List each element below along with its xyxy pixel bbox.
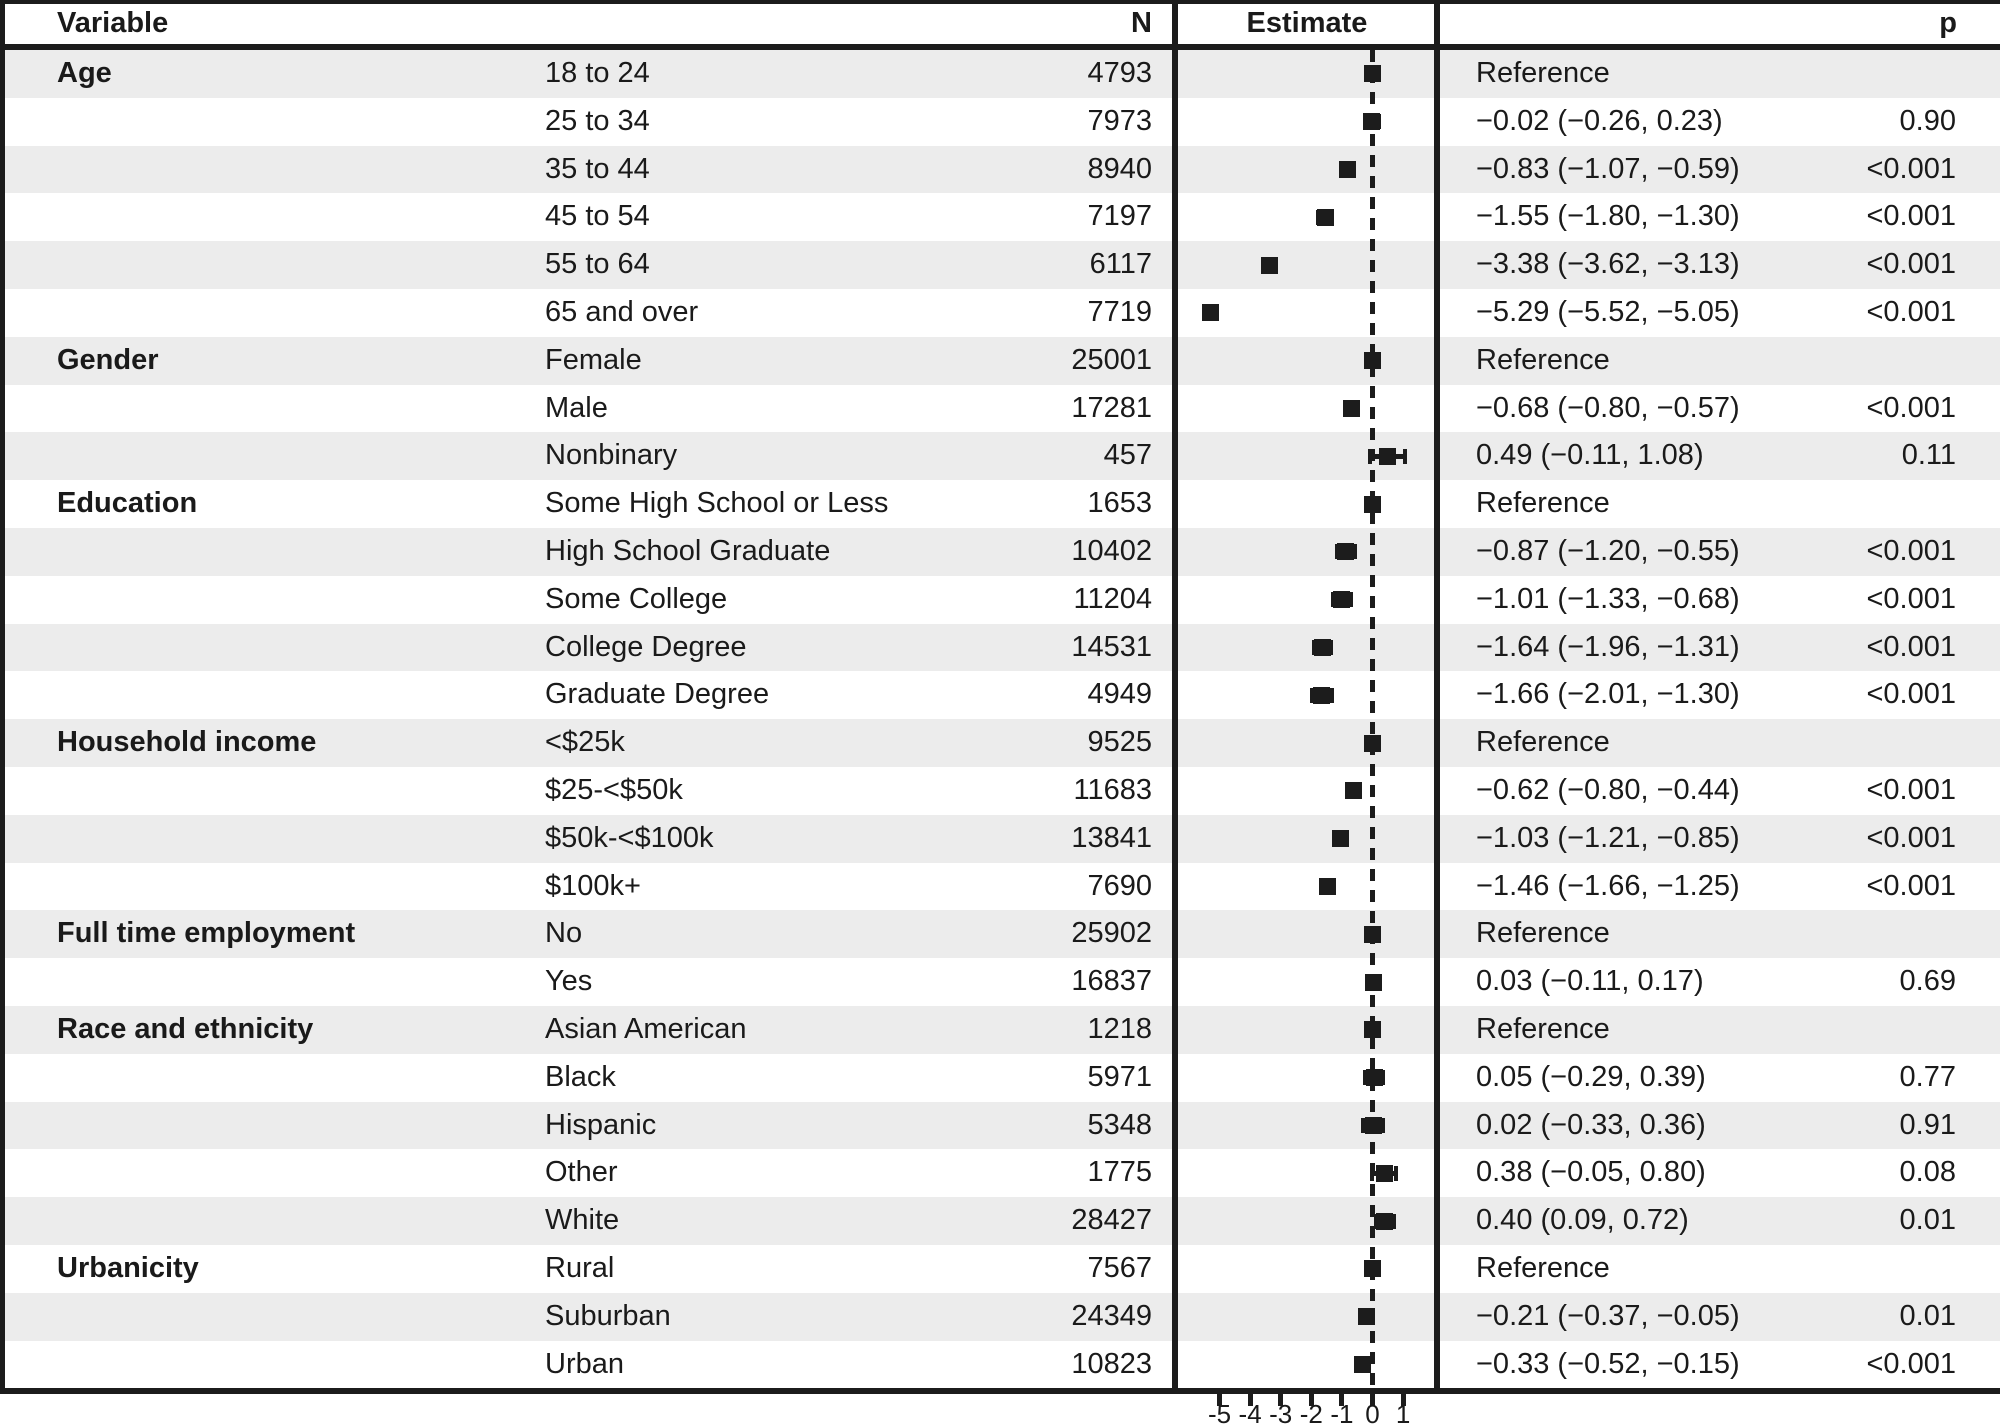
estimate-marker [1354,1356,1371,1373]
row-n-value: 16837 [1071,965,1152,998]
zero-reference-line [1370,50,1375,1388]
table-row [0,241,2000,289]
row-n-value: 1653 [1087,487,1152,520]
row-level-label: <$25k [545,726,625,759]
row-estimate-text: Reference [1476,343,1610,376]
row-estimate-text: −1.64 (−1.96, −1.31) [1476,630,1740,663]
column-header-estimate: Estimate [1246,7,1368,39]
table-divider-estimate-text [1434,0,1440,1394]
row-estimate-text: Reference [1476,917,1610,950]
row-n-value: 10402 [1071,534,1152,567]
row-level-label: Urban [545,1347,624,1380]
row-n-value: 14531 [1071,630,1152,663]
row-level-label: Nonbinary [545,439,678,472]
row-level-label: Male [545,391,608,424]
table-divider-n-estimate [1172,0,1178,1394]
row-variable-label: Education [57,487,198,520]
row-p-value: 0.69 [1899,965,1956,998]
row-estimate-text: −1.66 (−2.01, −1.30) [1476,678,1740,711]
table-row [0,1149,2000,1197]
table-row [0,1197,2000,1245]
row-n-value: 4949 [1087,678,1152,711]
row-variable-label: Full time employment [57,917,356,950]
table-row [0,1006,2000,1054]
row-p-value: <0.001 [1866,869,1956,902]
error-bar-cap-right [1330,688,1334,703]
table-row [0,863,2000,911]
row-p-value: <0.001 [1866,534,1956,567]
row-estimate-text: −0.62 (−0.80, −0.44) [1476,773,1740,806]
estimate-marker [1337,543,1354,560]
row-estimate-text: 0.49 (−0.11, 1.08) [1476,439,1704,472]
column-header-n: N [1131,7,1152,39]
estimate-marker [1379,448,1396,465]
table-row [0,1245,2000,1293]
table-row [0,958,2000,1006]
row-level-label: Suburban [545,1299,671,1332]
row-level-label: 35 to 44 [545,152,650,185]
estimate-marker [1261,257,1278,274]
row-n-value: 5348 [1087,1108,1152,1141]
table-border-header-separator [0,44,2000,50]
table-row [0,767,2000,815]
estimate-marker [1343,400,1360,417]
row-level-label: Rural [545,1251,615,1284]
table-row [0,98,2000,146]
row-p-value: 0.77 [1899,1060,1956,1093]
row-estimate-text: Reference [1476,726,1610,759]
row-p-value: 0.08 [1899,1156,1956,1189]
table-row [0,671,2000,719]
table-border-top [0,0,2000,4]
row-n-value: 13841 [1071,821,1152,854]
row-n-value: 7567 [1087,1251,1152,1284]
row-n-value: 7719 [1087,295,1152,328]
row-n-value: 8940 [1087,152,1152,185]
axis-tick-label: 1 [1395,1399,1411,1428]
column-header-variable: Variable [57,7,169,39]
row-p-value: 0.90 [1899,104,1956,137]
row-level-label: Graduate Degree [545,678,770,711]
row-estimate-text: −0.68 (−0.80, −0.57) [1476,391,1740,424]
row-p-value: 0.91 [1899,1108,1956,1141]
row-estimate-text: −0.02 (−0.26, 0.23) [1476,104,1723,137]
error-bar-cap-left [1368,449,1372,464]
estimate-marker [1376,1213,1393,1230]
estimate-marker [1363,113,1380,130]
estimate-marker [1339,161,1356,178]
row-variable-label: Age [57,57,112,89]
table-row [0,815,2000,863]
error-bar-cap-right [1403,449,1407,464]
row-level-label: College Degree [545,630,747,663]
table-body [0,50,2000,1388]
estimate-marker [1345,782,1362,799]
estimate-marker [1365,1117,1382,1134]
row-n-value: 28427 [1071,1204,1152,1237]
table-row [0,1293,2000,1341]
row-n-value: 10823 [1071,1347,1152,1380]
row-estimate-text: 0.40 (0.09, 0.72) [1476,1204,1689,1237]
row-estimate-text: 0.38 (−0.05, 0.80) [1476,1156,1706,1189]
estimate-marker [1358,1308,1375,1325]
row-n-value: 24349 [1071,1299,1152,1332]
estimate-marker [1332,830,1349,847]
row-level-label: 65 and over [545,295,699,328]
estimate-marker [1364,1021,1381,1038]
estimate-marker [1333,591,1350,608]
table-row [0,528,2000,576]
row-level-label: High School Graduate [545,534,831,567]
row-level-label: Other [545,1156,618,1189]
table-border-left [0,0,5,1394]
estimate-marker [1313,687,1330,704]
row-n-value: 457 [1103,439,1152,472]
row-estimate-text: Reference [1476,1251,1610,1284]
row-n-value: 7973 [1087,104,1152,137]
row-level-label: Asian American [545,1012,747,1045]
row-n-value: 11204 [1073,582,1152,615]
table-row [0,910,2000,958]
row-p-value: <0.001 [1866,678,1956,711]
row-n-value: 17281 [1071,391,1152,424]
axis-tick-label: 0 [1365,1399,1380,1428]
row-p-value: 0.01 [1899,1204,1956,1237]
row-level-label: Some High School or Less [545,487,889,520]
row-n-value: 25902 [1071,917,1152,950]
row-estimate-text: 0.03 (−0.11, 0.17) [1476,965,1704,998]
row-p-value: <0.001 [1866,821,1956,854]
row-p-value: <0.001 [1866,773,1956,806]
row-p-value: <0.001 [1866,248,1956,281]
table-row [0,719,2000,767]
estimate-marker [1319,878,1336,895]
estimate-marker [1376,1165,1393,1182]
row-n-value: 25001 [1071,343,1152,376]
row-n-value: 1775 [1087,1156,1152,1189]
row-level-label: Hispanic [545,1108,657,1141]
error-bar-cap-left [1370,1166,1374,1181]
error-bar-cap-right [1394,1166,1398,1181]
row-n-value: 7690 [1087,869,1152,902]
row-estimate-text: −0.83 (−1.07, −0.59) [1476,152,1740,185]
row-level-label: No [545,917,583,950]
row-p-value: <0.001 [1866,152,1956,185]
row-n-value: 11683 [1073,773,1152,806]
table-row [0,193,2000,241]
row-variable-label: Gender [57,343,159,376]
row-p-value: 0.01 [1899,1299,1956,1332]
row-estimate-text: −1.01 (−1.33, −0.68) [1476,582,1740,615]
row-level-label: Some College [545,582,728,615]
row-n-value: 9525 [1087,726,1152,759]
row-n-value: 4793 [1087,57,1152,89]
table-row [0,1054,2000,1102]
estimate-marker [1202,304,1219,321]
row-estimate-text: −1.03 (−1.21, −0.85) [1476,821,1740,854]
row-estimate-text: −3.38 (−3.62, −3.13) [1476,248,1740,281]
row-estimate-text: 0.02 (−0.33, 0.36) [1476,1108,1706,1141]
table-row [0,1341,2000,1389]
estimate-marker [1364,496,1381,513]
table-row [0,50,2000,98]
table-row [0,1102,2000,1150]
table-row [0,385,2000,433]
row-n-value: 1218 [1087,1012,1152,1045]
row-estimate-text: Reference [1476,57,1610,89]
axis-tick-label: -3 [1269,1399,1293,1428]
axis-tick-label: -1 [1330,1399,1354,1428]
row-level-label: Female [545,343,642,376]
column-header-p: p [1939,7,1957,39]
estimate-marker [1364,926,1381,943]
row-estimate-text: −1.55 (−1.80, −1.30) [1476,200,1740,233]
row-estimate-text: −0.33 (−0.52, −0.15) [1476,1347,1740,1380]
estimate-marker [1317,209,1334,226]
row-level-label: $100k+ [545,869,641,902]
row-level-label: Yes [545,965,593,998]
row-n-value: 6117 [1089,248,1152,281]
row-estimate-text: −1.46 (−1.66, −1.25) [1476,869,1740,902]
estimate-marker [1364,65,1381,82]
estimate-marker [1364,735,1381,752]
row-estimate-text: 0.05 (−0.29, 0.39) [1476,1060,1706,1093]
row-n-value: 5971 [1087,1060,1152,1093]
row-level-label: 18 to 24 [545,57,650,89]
estimate-marker [1364,352,1381,369]
estimate-marker [1364,1260,1381,1277]
table-row [0,480,2000,528]
row-p-value: <0.001 [1866,200,1956,233]
axis-tick-label: -4 [1238,1399,1262,1428]
row-p-value: <0.001 [1866,391,1956,424]
table-row [0,337,2000,385]
row-estimate-text: −5.29 (−5.52, −5.05) [1476,295,1740,328]
estimate-marker [1366,1069,1383,1086]
table-row [0,432,2000,480]
row-level-label: 55 to 64 [545,248,650,281]
axis-tick-label: -2 [1299,1399,1323,1428]
row-variable-label: Household income [57,726,317,759]
row-p-value: <0.001 [1866,1347,1956,1380]
row-estimate-text: −0.21 (−0.37, −0.05) [1476,1299,1740,1332]
row-p-value: <0.001 [1866,295,1956,328]
row-p-value: <0.001 [1866,582,1956,615]
row-p-value: <0.001 [1866,630,1956,663]
estimate-marker [1365,974,1382,991]
row-n-value: 7197 [1087,200,1152,233]
row-p-value: 0.11 [1901,439,1956,472]
estimate-marker [1314,639,1331,656]
row-level-label: $50k-<$100k [545,821,714,854]
row-level-label: White [545,1204,620,1237]
row-variable-label: Urbanicity [57,1251,199,1284]
axis-tick-label: -5 [1207,1399,1232,1428]
table-row [0,576,2000,624]
row-level-label: $25-<$50k [545,773,683,806]
row-estimate-text: Reference [1476,1012,1610,1045]
row-estimate-text: −0.87 (−1.20, −0.55) [1476,534,1740,567]
table-row [0,624,2000,672]
row-estimate-text: Reference [1476,487,1610,520]
table-border-bottom [0,1388,2000,1394]
row-level-label: 45 to 54 [545,200,650,233]
table-row [0,289,2000,337]
row-variable-label: Race and ethnicity [57,1012,314,1045]
row-level-label: Black [545,1060,616,1093]
table-row [0,146,2000,194]
row-level-label: 25 to 34 [545,104,650,137]
